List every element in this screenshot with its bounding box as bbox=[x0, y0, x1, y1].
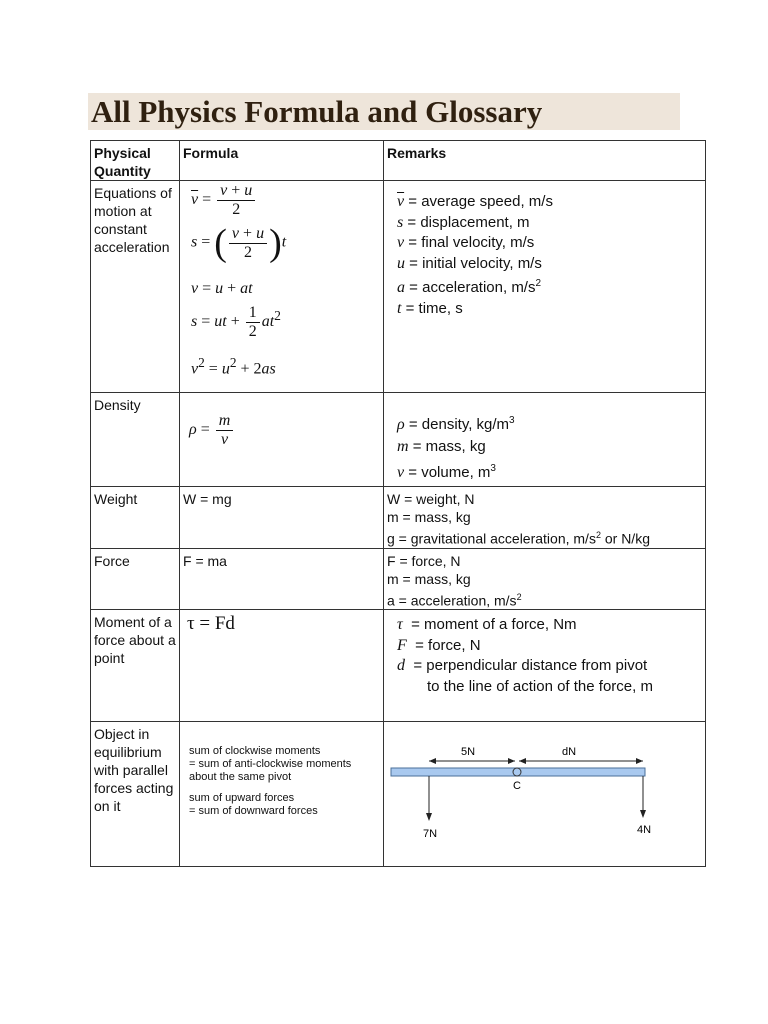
header-remarks: Remarks bbox=[384, 141, 706, 181]
left-arrowhead bbox=[429, 758, 436, 764]
right-force-arrowhead bbox=[640, 810, 646, 818]
remark-volume: v = volume, $m^3$ bbox=[397, 463, 496, 481]
header-formula: Formula bbox=[180, 141, 384, 181]
remark-weight-mass: m = mass, kg bbox=[387, 509, 471, 525]
moment-quantity: Moment of a force about a point bbox=[91, 610, 180, 722]
force-formula: F = ma bbox=[180, 548, 384, 610]
remark-displacement: s = displacement, m bbox=[397, 213, 530, 231]
row-equilibrium bbox=[91, 722, 706, 867]
remark-force-mass: m = mass, kg bbox=[387, 570, 471, 587]
row-density bbox=[91, 393, 706, 487]
left-force-arrowhead bbox=[426, 813, 432, 821]
remark-mass: m = mass, kg bbox=[397, 438, 486, 455]
remark-distance-cont: to the line of action of the force, m bbox=[427, 677, 653, 695]
row-force bbox=[91, 548, 706, 610]
equilibrium-formula bbox=[180, 722, 384, 867]
equilibrium-diagram-cell bbox=[384, 722, 706, 867]
note-anticlockwise: = sum of anti-clockwise moments bbox=[189, 758, 352, 771]
remark-moment-force: F = force, N bbox=[397, 636, 481, 654]
remark-density: ρ = density, $kg/m^3$ bbox=[397, 415, 515, 433]
motion-quantity: Equations of motion at constant acceleration bbox=[91, 181, 180, 393]
page-title: All Physics Formula and Glossary bbox=[91, 94, 543, 129]
note-downward: = sum of downward forces bbox=[189, 805, 318, 818]
remark-force-accel: a = acceleration, $m/s^2$ bbox=[387, 591, 522, 609]
weight-quantity: Weight bbox=[91, 487, 180, 549]
note-clockwise: sum of clockwise moments bbox=[189, 745, 321, 758]
lever-diagram bbox=[387, 735, 687, 855]
row-moment bbox=[91, 610, 706, 722]
remark-weight: W = weight, N bbox=[387, 491, 475, 507]
motion-remarks bbox=[384, 181, 706, 393]
left-arrowhead-end bbox=[508, 758, 515, 764]
weight-formula: W = mg bbox=[180, 487, 384, 549]
moment-formula bbox=[180, 610, 384, 722]
note-upward: sum of upward forces bbox=[189, 792, 295, 805]
label-right-distance: dN bbox=[562, 746, 577, 759]
remark-time: t = time, s bbox=[397, 299, 463, 317]
density-remarks bbox=[384, 393, 706, 487]
right-arrowhead bbox=[519, 758, 526, 764]
remark-torque: τ = moment of a force, Nm bbox=[397, 616, 577, 634]
remark-gravity: g = gravitational acceleration, $m/s^2$ or N/kg bbox=[387, 530, 650, 547]
label-pivot: C bbox=[513, 780, 521, 793]
remark-force: F = force, N bbox=[387, 552, 461, 569]
note-pivot: about the same pivot bbox=[189, 771, 292, 784]
lever-beam bbox=[391, 768, 645, 776]
header-row bbox=[91, 141, 706, 181]
weight-remarks bbox=[384, 487, 706, 549]
row-weight bbox=[91, 487, 706, 549]
force-remarks bbox=[384, 548, 706, 610]
moment-remarks bbox=[384, 610, 706, 722]
equilibrium-quantity: Object in equilibrium with parallel forces acting on it bbox=[91, 722, 180, 867]
label-left-force: 7N bbox=[423, 828, 438, 841]
motion-formula bbox=[180, 181, 384, 393]
remark-initial-velocity: u = initial velocity, m/s bbox=[397, 254, 542, 272]
remark-average-speed: $\overline{v}$ = average speed, m/s bbox=[397, 193, 553, 210]
force-quantity: Force bbox=[91, 548, 180, 610]
density-formula: ρ = $\frac{m}{v}$ bbox=[180, 393, 384, 487]
row-motion bbox=[91, 181, 706, 393]
remark-acceleration: a = acceleration, $m/s^2$ bbox=[397, 278, 542, 296]
formula-table bbox=[90, 140, 706, 867]
density-quantity: Density bbox=[91, 393, 180, 487]
label-left-distance: 5N bbox=[461, 746, 476, 759]
remark-final-velocity: v = final velocity, m/s bbox=[397, 234, 535, 251]
moment-equation: τ = Fd bbox=[187, 613, 235, 635]
title-bar bbox=[88, 93, 680, 130]
label-right-force: 4N bbox=[637, 824, 652, 837]
remark-distance: d = perpendicular distance from pivot bbox=[397, 657, 648, 675]
motion-equations: $\overline{v}$ = $\frac{v + u}{2}$ s = ( $\frac{v + u}{2}$ )t v = u + at s = ut + $\frac{1}{2}$ $at^2$ $v^2 = u^2 + 2as$ bbox=[191, 182, 287, 378]
header-quantity: Physical Quantity bbox=[91, 141, 180, 181]
right-arrowhead-end bbox=[636, 758, 643, 764]
